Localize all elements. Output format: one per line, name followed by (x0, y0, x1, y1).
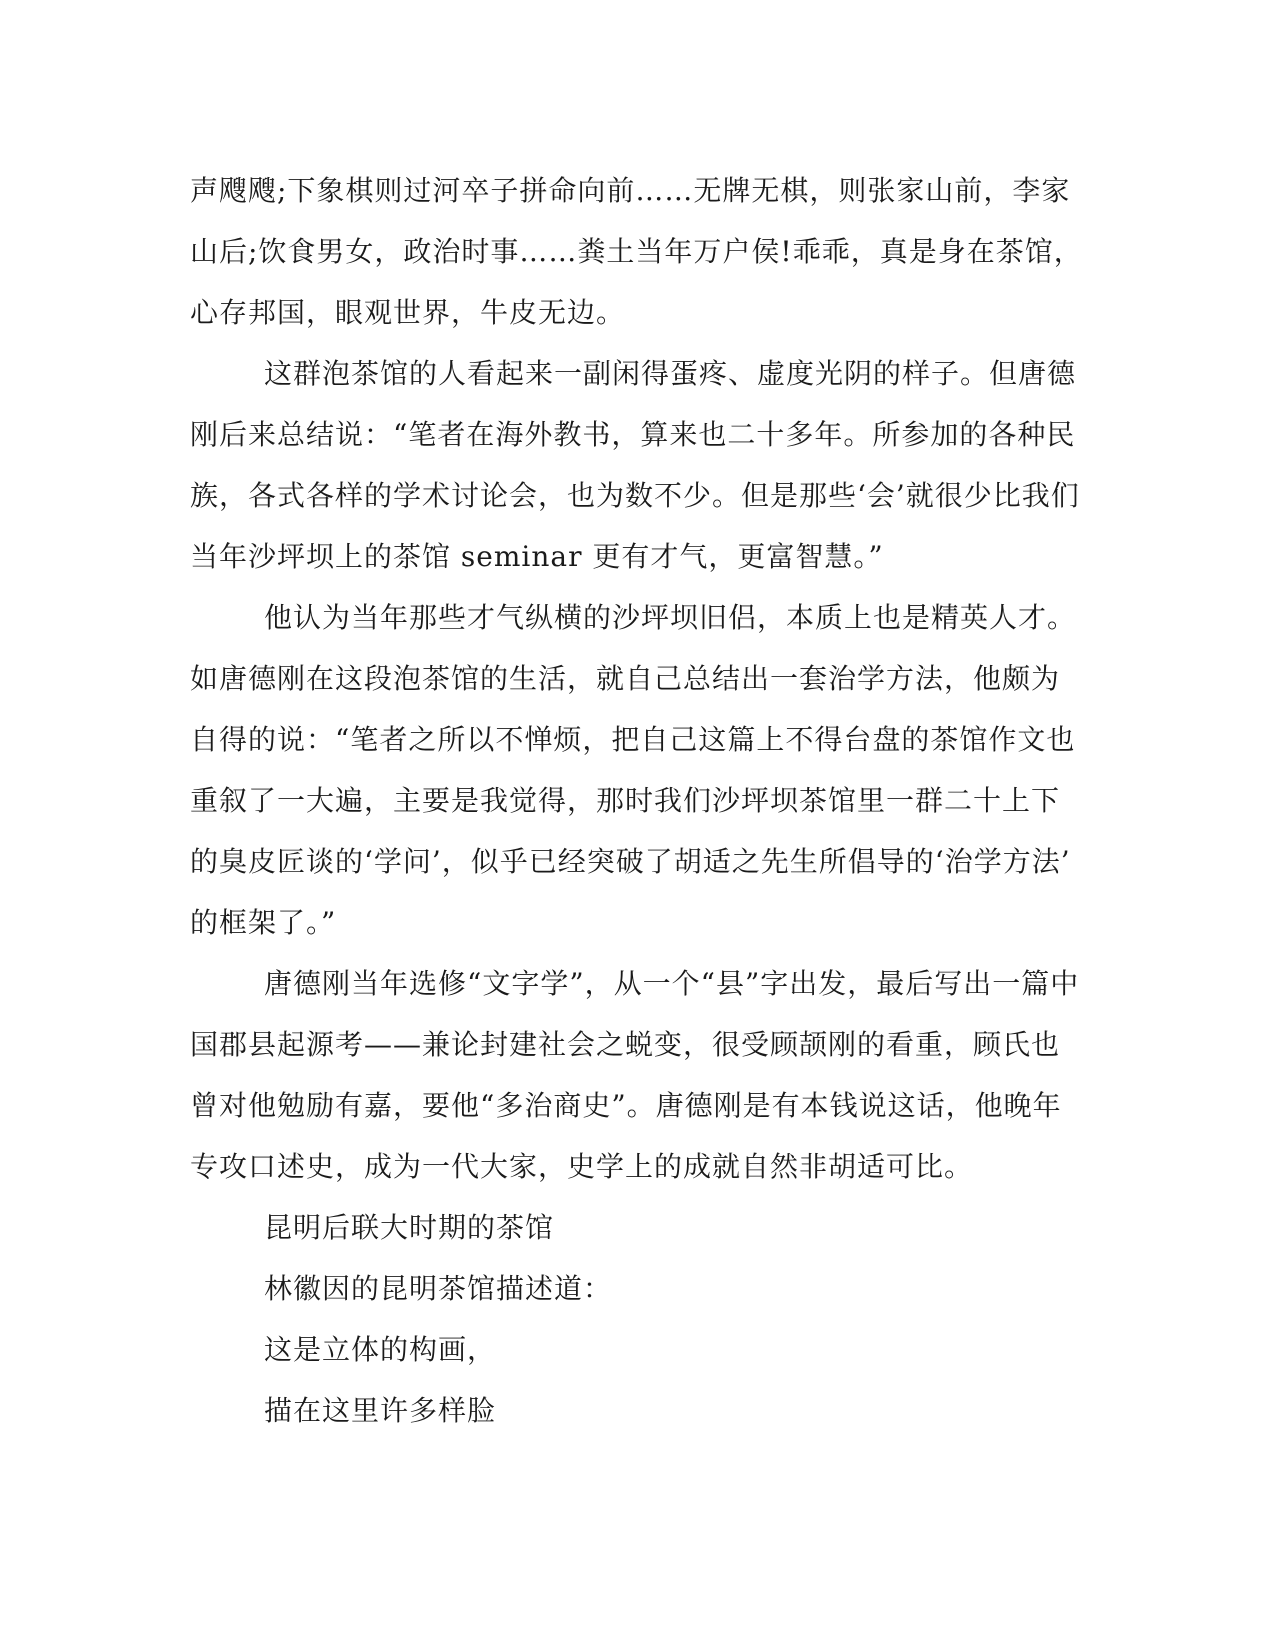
poem-line: 描在这里许多样脸 (264, 1394, 497, 1427)
text-line: 族，各式各样的学术讨论会，也为数不少。但是那些‘会’就很少比我们 (190, 479, 1080, 512)
text-line: 声飕飕;下象棋则过河卒子拼命向前……无牌无棋，则张家山前，李家 (190, 174, 1071, 207)
text-line: 曾对他勉励有嘉，要他“多治商史”。唐德刚是有本钱说这话，他晚年 (190, 1089, 1062, 1122)
text-line: 心存邦国，眼观世界，牛皮无边。 (190, 296, 626, 329)
text-line: 当年沙坪坝上的茶馆 seminar 更有才气，更富智慧。” (190, 540, 884, 573)
paragraph-start-line: 林徽因的昆明茶馆描述道： (264, 1272, 613, 1305)
poem-line: 这是立体的构画， (264, 1333, 497, 1366)
text-line: 山后;饮食男女，政治时事……粪土当年万户侯!乖乖，真是身在茶馆， (190, 235, 1083, 268)
text-line: 的框架了。” (190, 906, 337, 939)
body-text (190, 160, 1090, 1441)
text-line: 如唐德刚在这段泡茶馆的生活，就自己总结出一套治学方法，他颇为 (190, 662, 1061, 695)
text-line: 的臭皮匠谈的‘学问’，似乎已经突破了胡适之先生所倡导的‘治学方法’ (190, 845, 1071, 878)
text-line: 自得的说：“笔者之所以不惮烦，把自己这篇上不得台盘的茶馆作文也 (190, 723, 1076, 756)
text-line: 刚后来总结说：“笔者在海外教书，算来也二十多年。所参加的各种民 (190, 418, 1076, 451)
text-line: 国郡县起源考——兼论封建社会之蜕变，很受顾颉刚的看重，顾氏也 (190, 1028, 1061, 1061)
paragraph-start-line: 他认为当年那些才气纵横的沙坪坝旧侣，本质上也是精英人才。 (264, 601, 1077, 634)
text-line: 专攻口述史，成为一代大家，史学上的成就自然非胡适可比。 (190, 1150, 974, 1183)
section-heading: 昆明后联大时期的茶馆 (264, 1211, 555, 1244)
paragraph-start-line: 这群泡茶馆的人看起来一副闲得蛋疼、虚度光阴的样子。但唐德 (264, 357, 1077, 390)
paragraph-start-line: 唐德刚当年选修“文字学”，从一个“县”字出发，最后写出一篇中 (264, 967, 1080, 1000)
text-line: 重叙了一大遍，主要是我觉得，那时我们沙坪坝茶馆里一群二十上下 (190, 784, 1061, 817)
